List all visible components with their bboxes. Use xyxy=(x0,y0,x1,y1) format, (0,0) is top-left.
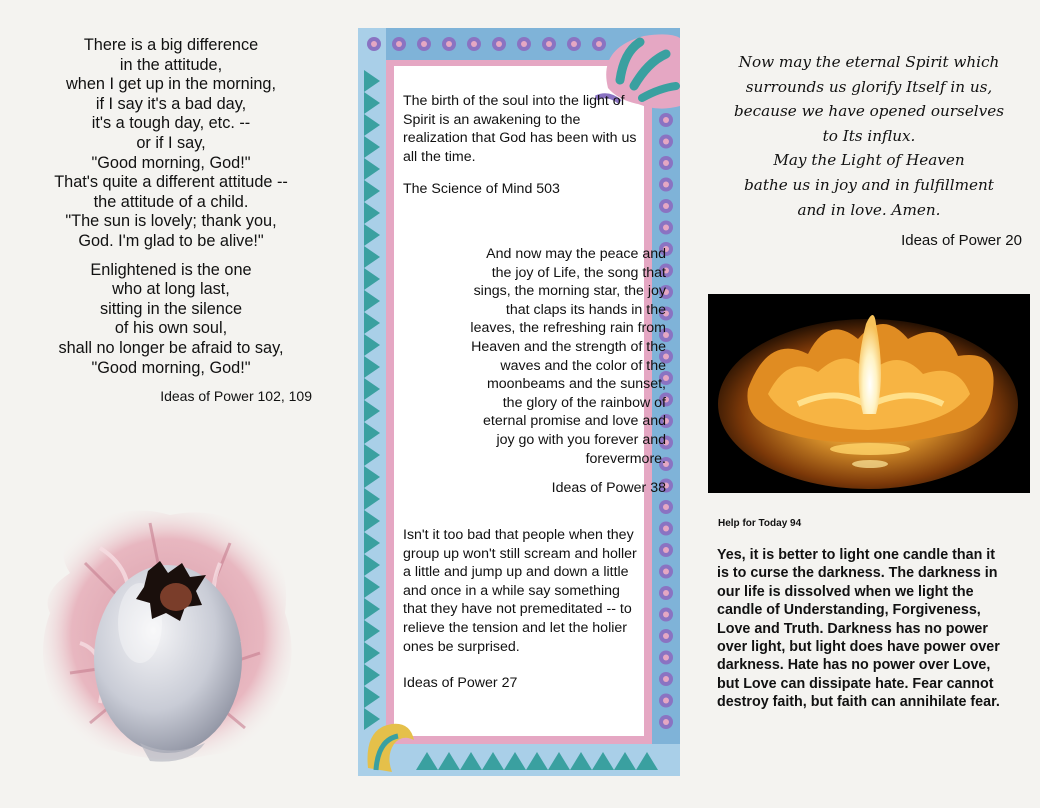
border-dot-center xyxy=(663,569,669,575)
right-column xyxy=(706,50,1032,249)
border-dot-center xyxy=(471,41,477,47)
border-dot-center xyxy=(371,41,377,47)
hatching-egg-image xyxy=(30,503,306,765)
eternal-spirit-prayer xyxy=(706,50,1032,222)
help-for-today-title: Help for Today 94 xyxy=(718,518,802,529)
left-zigzag-band xyxy=(358,28,386,776)
good-morning-stanza-2 xyxy=(8,261,334,379)
border-dot-center xyxy=(663,547,669,553)
prayer-line: bathe us in joy and in fulfillment xyxy=(744,175,994,194)
blessing-line: that claps its hands in the xyxy=(505,301,666,318)
holler-quote-citation: Ideas of Power 27 xyxy=(403,675,518,692)
prayer-line: May the Light of Heaven xyxy=(773,151,965,170)
holler-quote xyxy=(403,526,647,693)
help-for-today-text: Yes, it is better to light one candle than it is to curse the darkness. The darkness in our life is dissolved when we light the candle of Understanding, Forgiveness, Love and Truth. Darkness has no power over light, but light does have power over darkness. Hate has no power over Love, but Love can dissipate hate. Fear cannot destroy faith, but faith can annihilate fear. xyxy=(717,547,1000,711)
birth-quote-text: The birth of the soul into the light of Spirit is an awakening to the realization that God has been with us all the time. xyxy=(403,93,637,165)
border-dot-center xyxy=(663,676,669,682)
poem-line: "Good morning, God!" xyxy=(91,358,251,377)
poem-line: of his own soul, xyxy=(114,319,228,338)
holler-quote-text: Isn't it too bad that people when they group up won't still scream and holler a little and jump up and down a little and once in a while say something that they have not premeditated -- to relieve the tension and let the holier ones be surprised. xyxy=(403,527,637,655)
border-dot-center xyxy=(546,41,552,47)
poem-line: if I say it's a bad day, xyxy=(95,94,247,113)
left-citation: Ideas of Power 102, 109 xyxy=(160,388,312,405)
prayer-line: Now may the eternal Spirit which xyxy=(738,53,1000,71)
poem-line: in the attitude, xyxy=(119,55,223,74)
left-column xyxy=(8,36,334,404)
floating-candle-image xyxy=(708,294,1030,493)
poem-line: There is a big difference xyxy=(83,36,259,54)
prayer-line: to Its influx. xyxy=(822,126,916,145)
blessing-line: the joy of Life, the song that xyxy=(491,264,666,281)
middle-column xyxy=(358,28,680,776)
prayer-line: surrounds us glorify Itself in us, xyxy=(745,77,993,96)
border-dot-center xyxy=(663,139,669,145)
blessing-line: Heaven and the strength of the xyxy=(471,338,666,355)
good-morning-stanza-1 xyxy=(8,36,334,252)
border-dot-center xyxy=(496,41,502,47)
border-dot-center xyxy=(663,698,669,704)
border-dot-center xyxy=(571,41,577,47)
birth-of-soul-quote xyxy=(403,92,643,199)
poem-line: it's a tough day, etc. -- xyxy=(91,114,251,133)
poem-line: who at long last, xyxy=(112,280,230,299)
border-dot-center xyxy=(396,41,402,47)
border-dot-center xyxy=(663,117,669,123)
blessing-quote xyxy=(400,245,666,498)
border-dot-center xyxy=(663,504,669,510)
poem-line: "Good morning, God!" xyxy=(91,153,251,172)
border-dot-center xyxy=(521,41,527,47)
poem-line: Enlightened is the one xyxy=(90,260,252,279)
blessing-line: leaves, the refreshing rain from xyxy=(470,320,666,337)
border-dot-center xyxy=(663,160,669,166)
prayer-line: because we have opened ourselves xyxy=(733,102,1005,121)
border-dot-center xyxy=(446,41,452,47)
border-dot-center xyxy=(663,225,669,231)
border-dot-center xyxy=(663,526,669,532)
prayer-citation: Ideas of Power 20 xyxy=(901,232,1022,250)
poem-line: That's quite a different attitude -- xyxy=(54,173,288,192)
blessing-line: And now may the peace and xyxy=(486,246,666,262)
blessing-line: eternal promise and love and xyxy=(483,413,666,430)
blessing-line: the glory of the rainbow of xyxy=(502,394,666,411)
blessing-line: waves and the color of the xyxy=(500,357,666,374)
border-dot-center xyxy=(663,633,669,639)
poem-line: sitting in the silence xyxy=(99,299,243,318)
border-dot-center xyxy=(663,655,669,661)
border-dot-center xyxy=(596,41,602,47)
border-dot-center xyxy=(663,590,669,596)
border-dot-center xyxy=(663,612,669,618)
border-dot-center xyxy=(421,41,427,47)
blessing-line: forevermore. xyxy=(585,450,666,467)
border-dot-center xyxy=(663,719,669,725)
poem-line: or if I say, xyxy=(136,133,206,152)
poem-line: shall no longer be afraid to say, xyxy=(58,338,284,357)
blessing-line: moonbeams and the sunset, xyxy=(486,376,666,393)
border-dot-center xyxy=(663,182,669,188)
poem-line: "The sun is lovely; thank you, xyxy=(65,212,277,231)
poem-line: God. I'm glad to be alive!" xyxy=(78,231,264,250)
blessing-line: sings, the morning star, the joy xyxy=(473,283,666,300)
blessing-line: joy go with you forever and xyxy=(496,431,666,448)
birth-quote-citation: The Science of Mind 503 xyxy=(403,181,560,198)
blessing-citation: Ideas of Power 38 xyxy=(551,480,666,497)
poem-line: the attitude of a child. xyxy=(93,192,249,211)
poem-line: when I get up in the morning, xyxy=(66,75,276,94)
border-dot-center xyxy=(663,203,669,209)
prayer-line: and in love. Amen. xyxy=(797,200,941,219)
